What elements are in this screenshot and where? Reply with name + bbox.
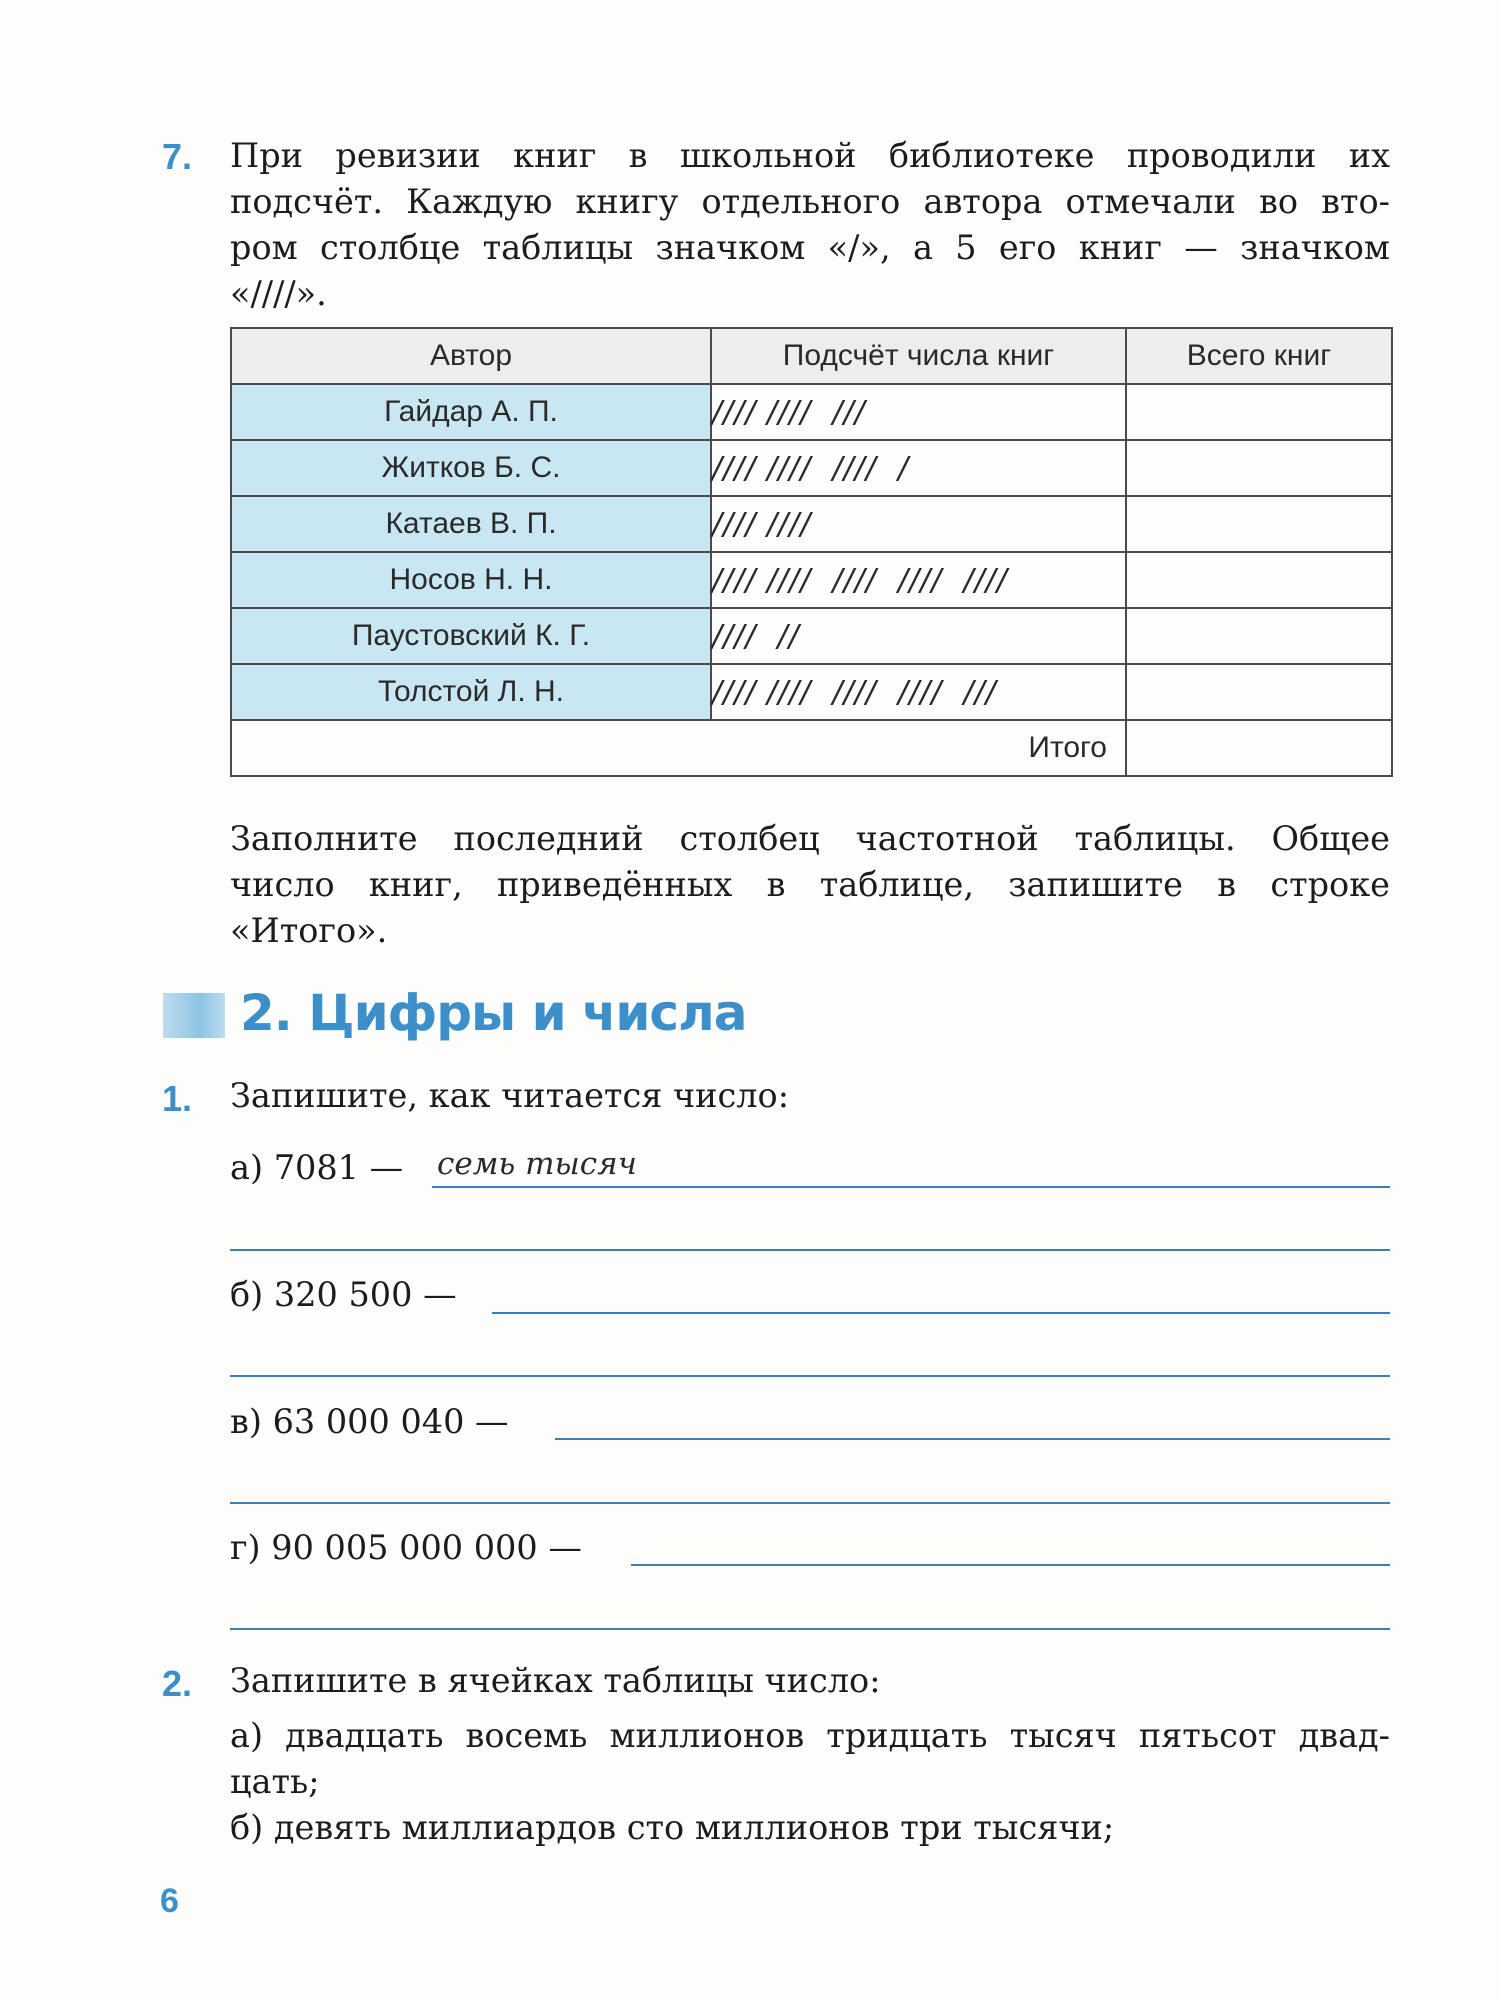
table-total-row <box>231 720 1392 776</box>
task-text <box>230 133 1390 317</box>
section-title: 2. Цифры и числа <box>240 984 747 1042</box>
answer-line[interactable] <box>230 1249 1390 1251</box>
text-line: Заполните последний столбец частотной таблицы. Общее <box>230 819 1390 858</box>
tally-cell: //// //// /// <box>711 384 1126 440</box>
answer-line[interactable] <box>555 1438 1390 1440</box>
task-instructions <box>230 816 1390 954</box>
tally-cell: //// //// <box>711 496 1126 552</box>
table-header-row <box>231 328 1392 384</box>
task-text <box>230 1713 1390 1851</box>
tally-cell: //// //// //// / <box>711 440 1126 496</box>
answer-line[interactable] <box>230 1502 1390 1504</box>
tally-cell: //// // <box>711 608 1126 664</box>
answer-handwritten[interactable]: семь тысяч <box>437 1146 637 1182</box>
text-line: число книг, приведённых в таблице, запишите в строке <box>230 865 1390 904</box>
text-line: «Итого». <box>230 911 388 950</box>
table-row <box>231 440 1392 496</box>
task-prompt: Запишите в ячейках таблицы число: <box>230 1661 881 1700</box>
table-row <box>231 608 1392 664</box>
text-line: ром столбце таблицы значком «/», а 5 его книг — значком <box>230 228 1390 267</box>
text-line: б) девять миллиардов сто миллионов три тысячи; <box>230 1808 1115 1847</box>
total-label: Итого <box>231 720 1126 776</box>
author-cell: Толстой Л. Н. <box>231 664 711 720</box>
tally-cell: //// //// //// //// /// <box>711 664 1126 720</box>
frequency-table <box>230 327 1393 777</box>
task-number: 1. <box>162 1078 193 1119</box>
author-cell: Катаев В. П. <box>231 496 711 552</box>
total-input-cell[interactable] <box>1126 608 1392 664</box>
task-number: 7. <box>162 136 193 177</box>
answer-line[interactable] <box>230 1628 1390 1630</box>
tally-cell: //// //// //// //// //// <box>711 552 1126 608</box>
author-cell: Житков Б. С. <box>231 440 711 496</box>
total-input-cell[interactable] <box>1126 384 1392 440</box>
header-author: Автор <box>231 328 711 384</box>
total-input-cell[interactable] <box>1126 664 1392 720</box>
table-row <box>231 552 1392 608</box>
answer-label: а) 7081 — <box>230 1148 404 1187</box>
table-row <box>231 384 1392 440</box>
text-line: «////». <box>230 274 327 313</box>
text-line: цать; <box>230 1762 320 1801</box>
answer-line[interactable] <box>631 1564 1390 1566</box>
header-total: Всего книг <box>1126 328 1392 384</box>
total-input-cell[interactable] <box>1126 440 1392 496</box>
text-line: При ревизии книг в школьной библиотеке проводили их <box>230 136 1390 175</box>
text-line: подсчёт. Каждую книгу отдельного автора отмечали во вто- <box>230 182 1390 221</box>
author-cell: Носов Н. Н. <box>231 552 711 608</box>
table-row <box>231 664 1392 720</box>
answer-line[interactable] <box>492 1312 1390 1314</box>
total-input-cell[interactable] <box>1126 552 1392 608</box>
answer-line[interactable] <box>432 1186 1390 1188</box>
grand-total-input-cell[interactable] <box>1126 720 1392 776</box>
answer-label: б) 320 500 — <box>230 1275 457 1314</box>
table-row <box>231 496 1392 552</box>
answer-label: г) 90 005 000 000 — <box>230 1528 582 1567</box>
total-input-cell[interactable] <box>1126 496 1392 552</box>
task-number: 2. <box>162 1663 193 1704</box>
answer-line[interactable] <box>230 1375 1390 1377</box>
author-cell: Гайдар А. П. <box>231 384 711 440</box>
text-line: а) двадцать восемь миллионов тридцать тысяч пятьсот двад- <box>230 1716 1390 1755</box>
task-prompt: Запишите, как читается число: <box>230 1076 789 1115</box>
section-marker <box>163 993 225 1038</box>
answer-label: в) 63 000 040 — <box>230 1402 509 1441</box>
author-cell: Паустовский К. Г. <box>231 608 711 664</box>
page-number: 6 <box>160 1882 179 1920</box>
header-tally: Подсчёт числа книг <box>711 328 1126 384</box>
